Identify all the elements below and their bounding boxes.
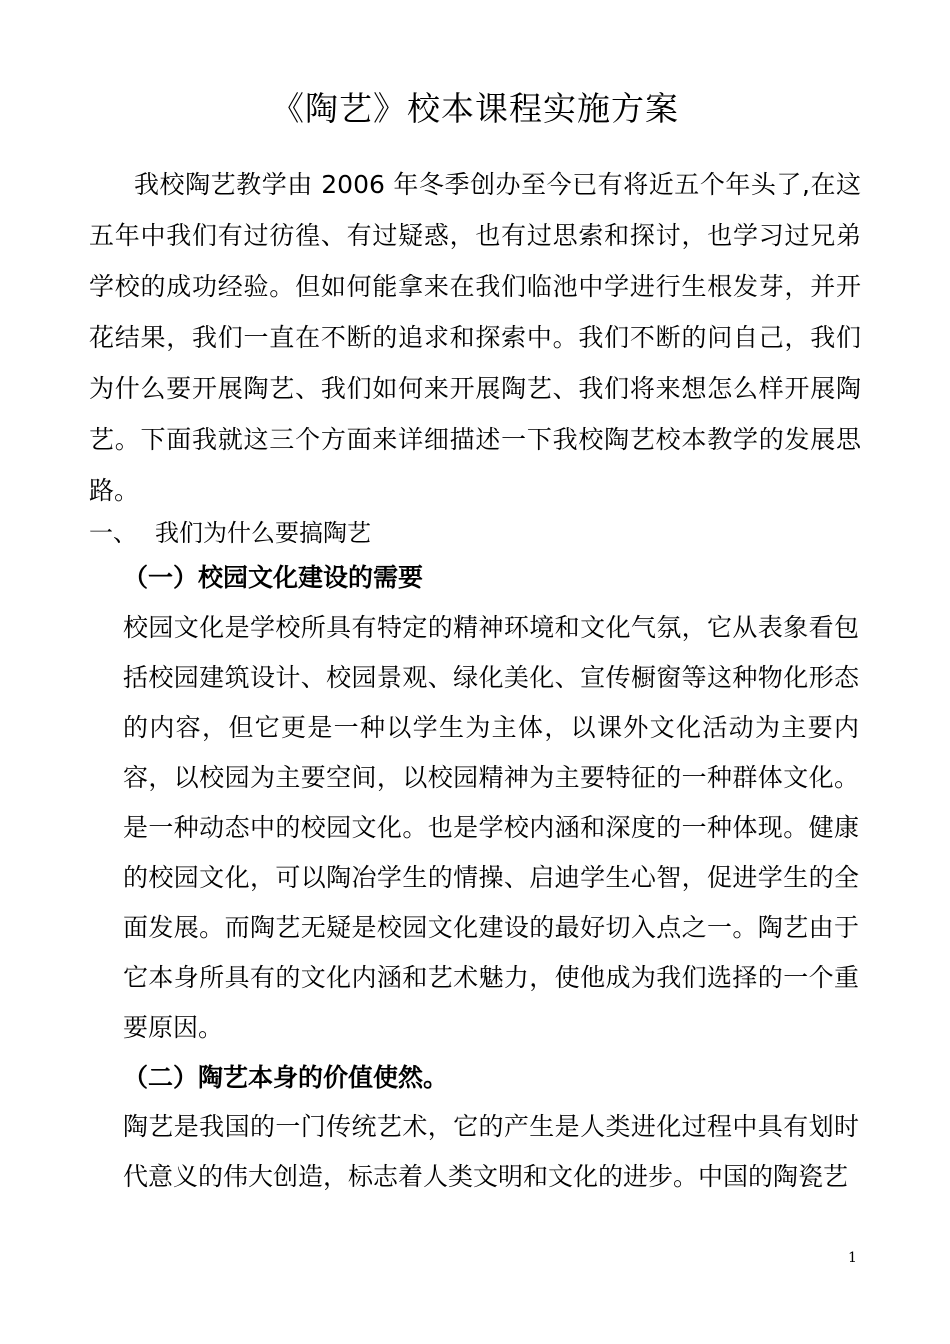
subsection-body-2: 陶艺是我国的一门传统艺术，它的产生是人类进化过程中具有划时代意义的伟大创造，标志着人类文明和文化的进步。中国的陶瓷艺: [123, 1112, 859, 1191]
document-title: 《陶艺》校本课程实施方案: [271, 89, 679, 128]
page-number: 1: [848, 1250, 857, 1266]
intro-paragraph: 我校陶艺教学由 2006 年冬季创办至今已有将近五个年头了,在这五年中我们有过彷徨、有过疑惑，也有过思索和探讨，也学习过兄弟学校的成功经验。但如何能拿来在我们临池中学进行生根发芽，并开花结果，我们一直在不断的追求和探索中。我们不断的问自己，我们为什么要开展陶艺、我们如何来开展陶艺、我们将来想怎么样开展陶艺。下面我就这三个方面来详细描述一下我校陶艺校本教学的发展思路。: [89, 170, 861, 505]
subsection-heading-2: （二）陶艺本身的价值使然。: [123, 1063, 449, 1092]
subsection-heading-1: （一）校园文化建设的需要: [123, 563, 424, 592]
section-title: 我们为什么要搞陶艺: [155, 519, 371, 547]
subsection-body-1: 校园文化是学校所具有特定的精神环境和文化气氛，它从表象看包括校园建筑设计、校园景观、绿化美化、宣传橱窗等这种物化形态的内容，但它更是一种以学生为主体，以课外文化活动为主要内容，以校园为主要空间，以校园精神为主要特征的一种群体文化。是一种动态中的校园文化。也是学校内涵和深度的一种体现。健康的校园文化，可以陶冶学生的情操、启迪学生心智，促进学生的全面发展。而陶艺无疑是校园文化建设的最好切入点之一。陶艺由于它本身所具有的文化内涵和艺术魅力，使他成为我们选择的一个重要原因。: [123, 613, 859, 1042]
section-heading: [89, 508, 371, 558]
section-number: 一、: [89, 519, 137, 547]
